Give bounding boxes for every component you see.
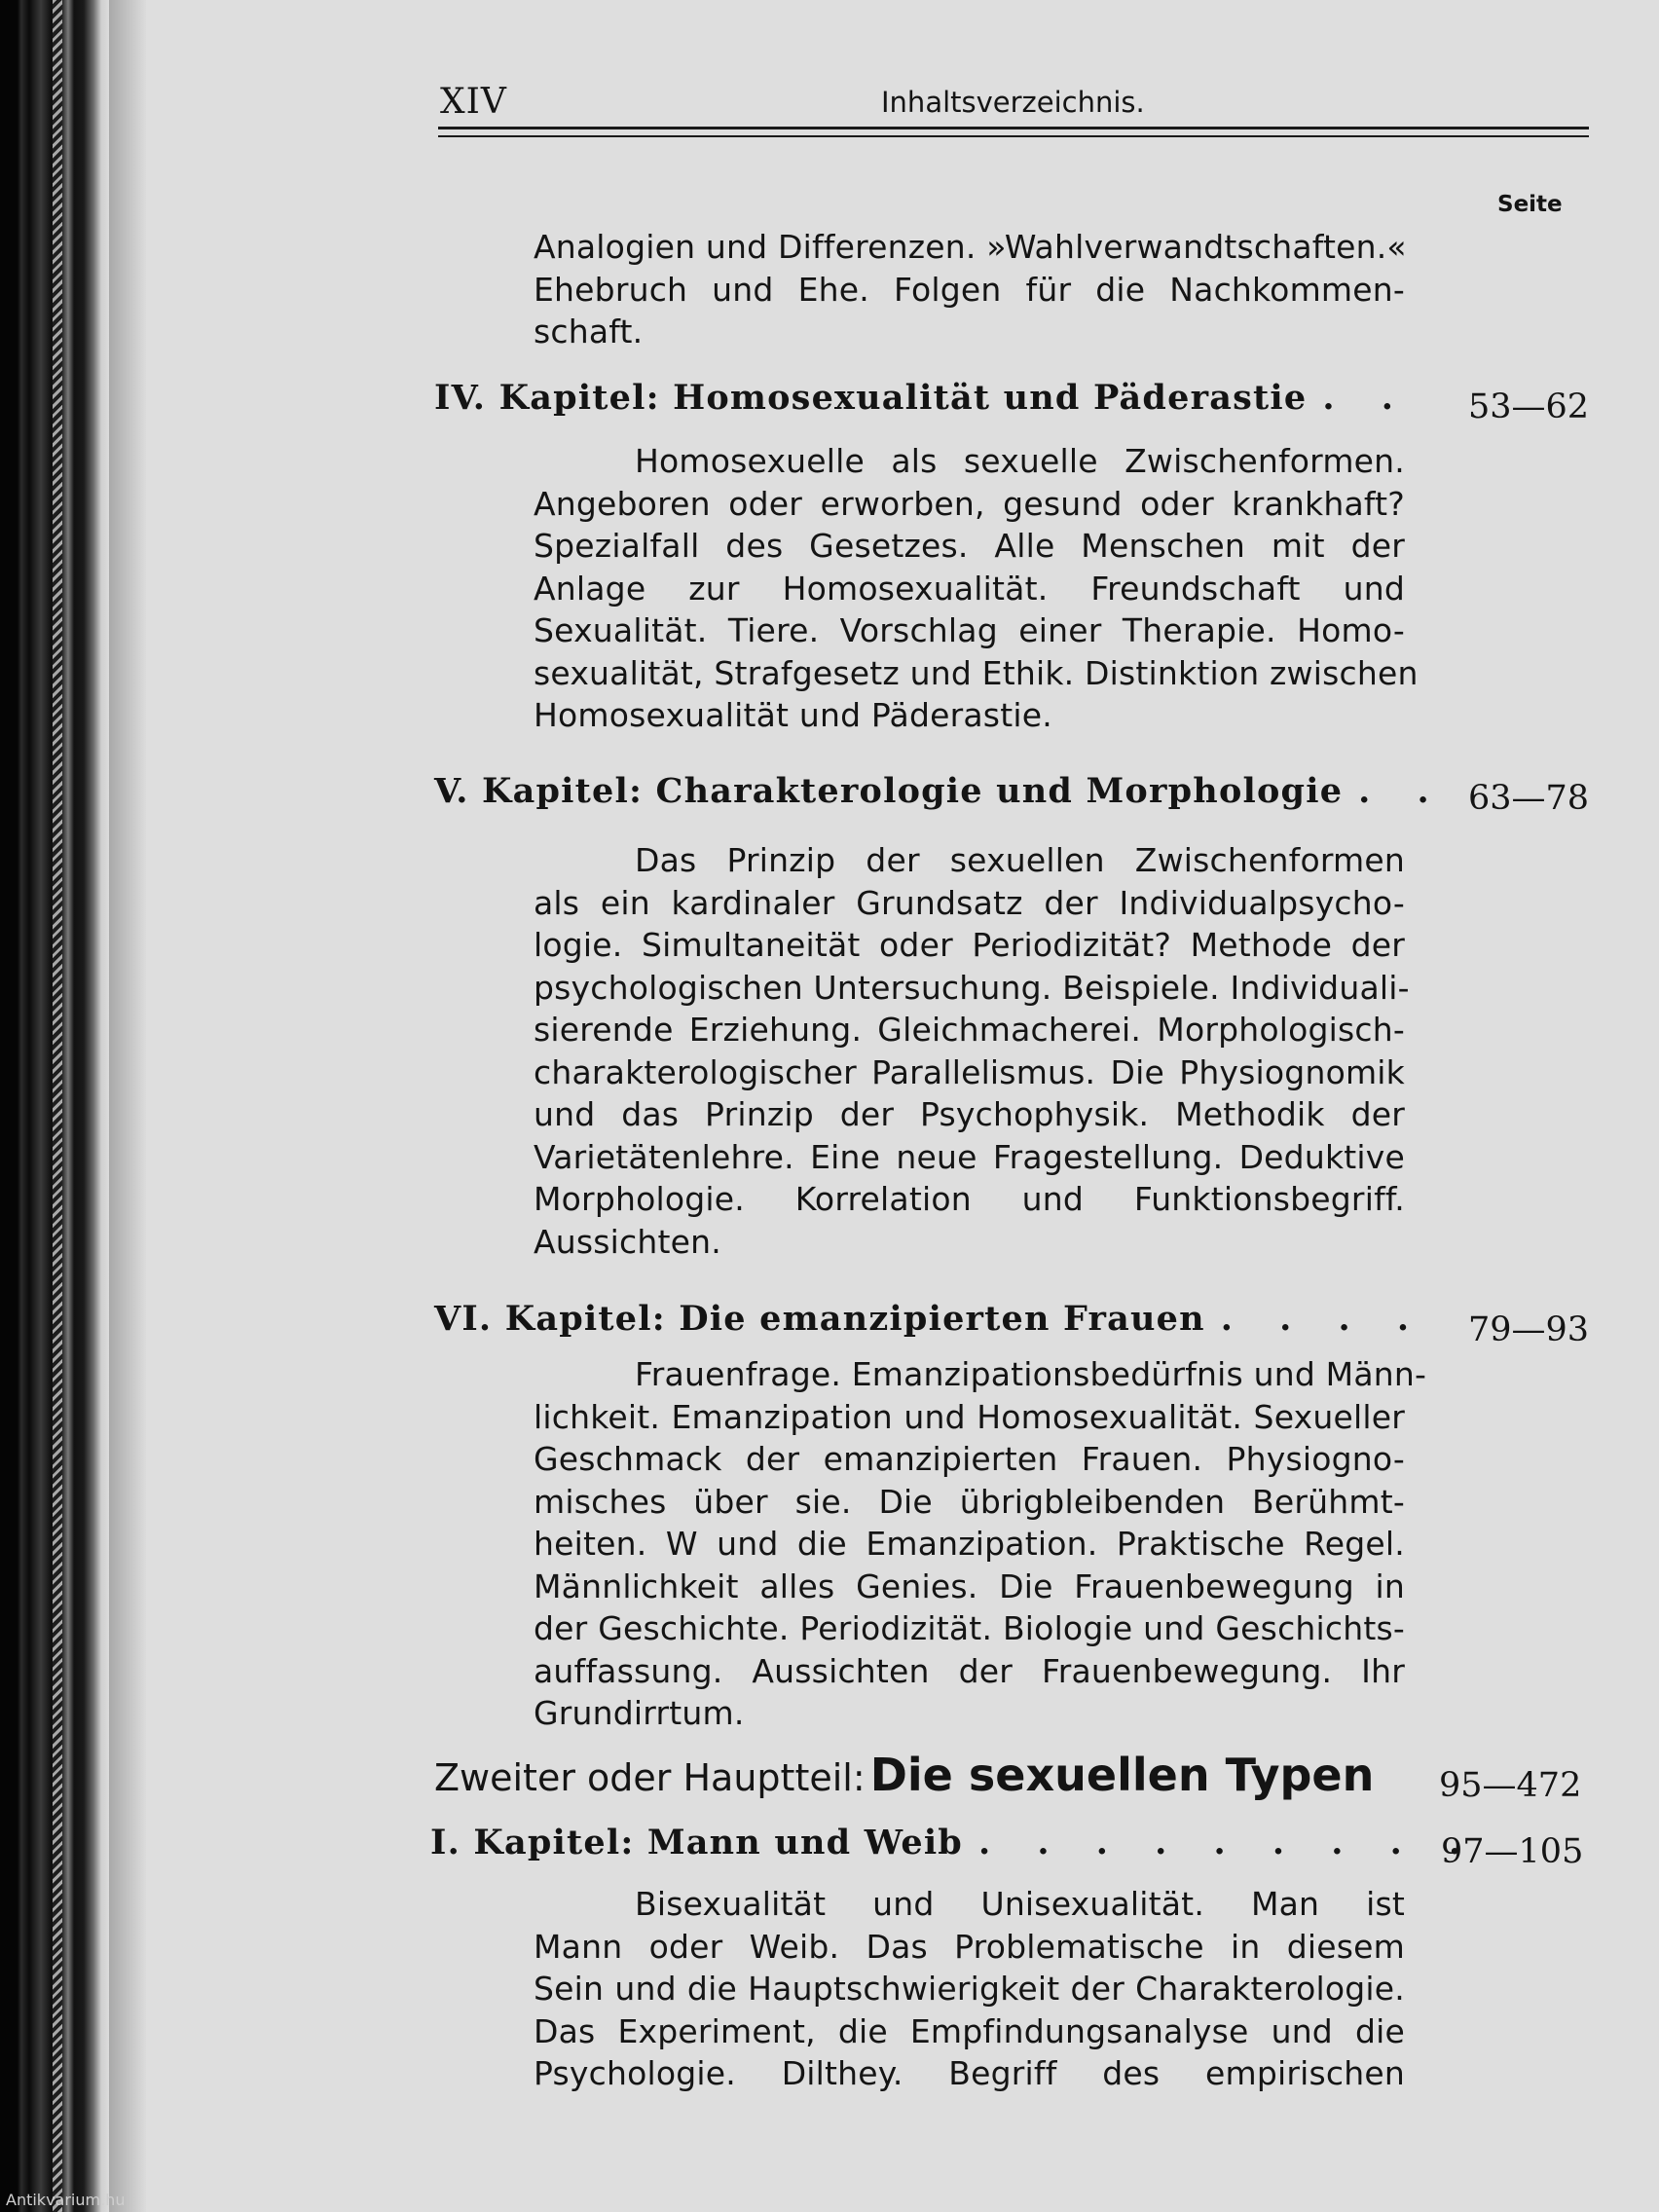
page-gutter bbox=[109, 0, 148, 2212]
summary-line: Spezialfall des Gesetzes. Alle Menschen mit der bbox=[534, 527, 1405, 565]
chapter-title: V. Kapitel: Charakterologie und Morphologie bbox=[434, 771, 1344, 811]
chapter-vi-pages: 79—93 bbox=[1468, 1310, 1590, 1349]
chapter-v-summary bbox=[534, 839, 1410, 1263]
part-heading[interactable] bbox=[434, 1749, 1408, 1801]
summary-line: Morphologie. Korrelation und Funktionsbegriff. bbox=[534, 1180, 1405, 1218]
summary-line: Mann oder Weib. Das Problematische in diesem bbox=[534, 1927, 1405, 1966]
summary-line: Psychologie. Dilthey. Begriff des empirischen bbox=[534, 2054, 1405, 2092]
part-pages: 95—472 bbox=[1439, 1766, 1582, 1805]
summary-line: Analogien und Differenzen. »Wahlverwandtschaften.« bbox=[534, 228, 1407, 266]
summary-line: Angeboren oder erworben, gesund oder krankhaft? bbox=[534, 484, 1405, 523]
chapter-i-pages: 97—105 bbox=[1441, 1832, 1584, 1871]
summary-line: misches über sie. Die übrigbleibenden Berühmt- bbox=[534, 1482, 1405, 1521]
summary-line: auffassung. Aussichten der Frauenbewegung. Ihr bbox=[534, 1651, 1405, 1690]
summary-line: Das Experiment, die Empfindungsanalyse und die bbox=[534, 2011, 1405, 2050]
page-number: XIV bbox=[440, 82, 507, 122]
summary-line: lichkeit. Emanzipation und Homosexualität. Sexueller bbox=[534, 1397, 1405, 1436]
running-header: Inhaltsverzeichnis. bbox=[881, 86, 1145, 119]
watermark: Antikvarium.hu bbox=[6, 2191, 126, 2209]
part-title: Die sexuellen Typen bbox=[869, 1749, 1375, 1801]
summary-line: Das Prinzip der sexuellen Zwischenformen bbox=[635, 841, 1405, 879]
chapter-iv-title-row[interactable] bbox=[434, 378, 1411, 418]
chapter-iv-pages: 53—62 bbox=[1468, 387, 1590, 426]
summary-line: Geschmack der emanzipierten Frauen. Physiogno- bbox=[534, 1440, 1405, 1478]
header-rule bbox=[438, 127, 1589, 129]
summary-line: Anlage zur Homosexualität. Freundschaft und bbox=[534, 569, 1405, 608]
chapter-vi-summary bbox=[534, 1353, 1427, 1735]
summary-line: der Geschichte. Periodizität. Biologie und Geschichts- bbox=[534, 1609, 1405, 1647]
chapter-vi-title-row[interactable] bbox=[434, 1299, 1427, 1339]
page-column-label: Seite bbox=[1497, 192, 1563, 217]
chapter-title: I. Kapitel: Mann und Weib bbox=[430, 1823, 963, 1862]
summary-line: Frauenfrage. Emanzipationsbedürfnis und Männ- bbox=[635, 1355, 1427, 1393]
summary-line: charakterologischer Parallelismus. Die Physiognomik bbox=[534, 1052, 1405, 1091]
summary-line: Aussichten. bbox=[534, 1222, 721, 1261]
summary-line: Männlichkeit alles Genies. Die Frauenbewegung in bbox=[534, 1567, 1405, 1605]
leader-dots: . . . . . . . . . bbox=[978, 1823, 1479, 1862]
intro-summary bbox=[534, 226, 1405, 353]
summary-line: Sein und die Hauptschwierigkeit der Charakterologie. bbox=[534, 1970, 1405, 2008]
summary-line: sierende Erziehung. Gleichmacherei. Morphologisch- bbox=[534, 1011, 1405, 1049]
summary-line: logie. Simultaneität oder Periodizität? Methode der bbox=[534, 926, 1405, 964]
summary-line: Varietätenlehre. Eine neue Fragestellung. Deduktive bbox=[534, 1137, 1405, 1176]
chapter-title: IV. Kapitel: Homosexualität und Päderastie bbox=[434, 378, 1308, 418]
summary-line: Grundirrtum. bbox=[534, 1694, 745, 1732]
leader-dots: . . bbox=[1322, 378, 1411, 418]
chapter-iv-summary bbox=[534, 440, 1419, 737]
leader-dots: . . . . bbox=[1220, 1299, 1427, 1339]
chapter-i-title-row[interactable] bbox=[430, 1823, 1479, 1862]
summary-line: sexualität, Strafgesetz und Ethik. Distinktion zwischen bbox=[534, 653, 1419, 692]
summary-line: Homosexuelle als sexuelle Zwischenformen. bbox=[635, 442, 1405, 480]
summary-line: heiten. W und die Emanzipation. Praktische Regel. bbox=[534, 1525, 1405, 1563]
chapter-v-pages: 63—78 bbox=[1468, 779, 1590, 818]
chapter-i-summary bbox=[534, 1883, 1405, 2095]
leader-dots: . . bbox=[1358, 771, 1447, 811]
chapter-title: VI. Kapitel: Die emanzipierten Frauen bbox=[434, 1299, 1205, 1339]
binding-decoration bbox=[53, 0, 62, 2212]
chapter-v-title-row[interactable] bbox=[434, 771, 1447, 811]
summary-line: psychologischen Untersuchung. Beispiele. Individuali- bbox=[534, 968, 1410, 1007]
summary-line: Sexualität. Tiere. Vorschlag einer Therapie. Homo- bbox=[534, 611, 1405, 649]
summary-line: und das Prinzip der Psychophysik. Methodik der bbox=[534, 1095, 1405, 1133]
summary-line: als ein kardinaler Grundsatz der Individualpsycho- bbox=[534, 883, 1405, 922]
summary-line: Homosexualität und Päderastie. bbox=[534, 696, 1052, 734]
summary-line: Bisexualität und Unisexualität. Man ist bbox=[635, 1885, 1405, 1923]
summary-line: schaft. bbox=[534, 313, 644, 350]
part-label: Zweiter oder Hauptteil: bbox=[434, 1756, 866, 1799]
header-rule-thin bbox=[438, 135, 1589, 137]
summary-line: Ehebruch und Ehe. Folgen für die Nachkommen- bbox=[534, 270, 1405, 309]
